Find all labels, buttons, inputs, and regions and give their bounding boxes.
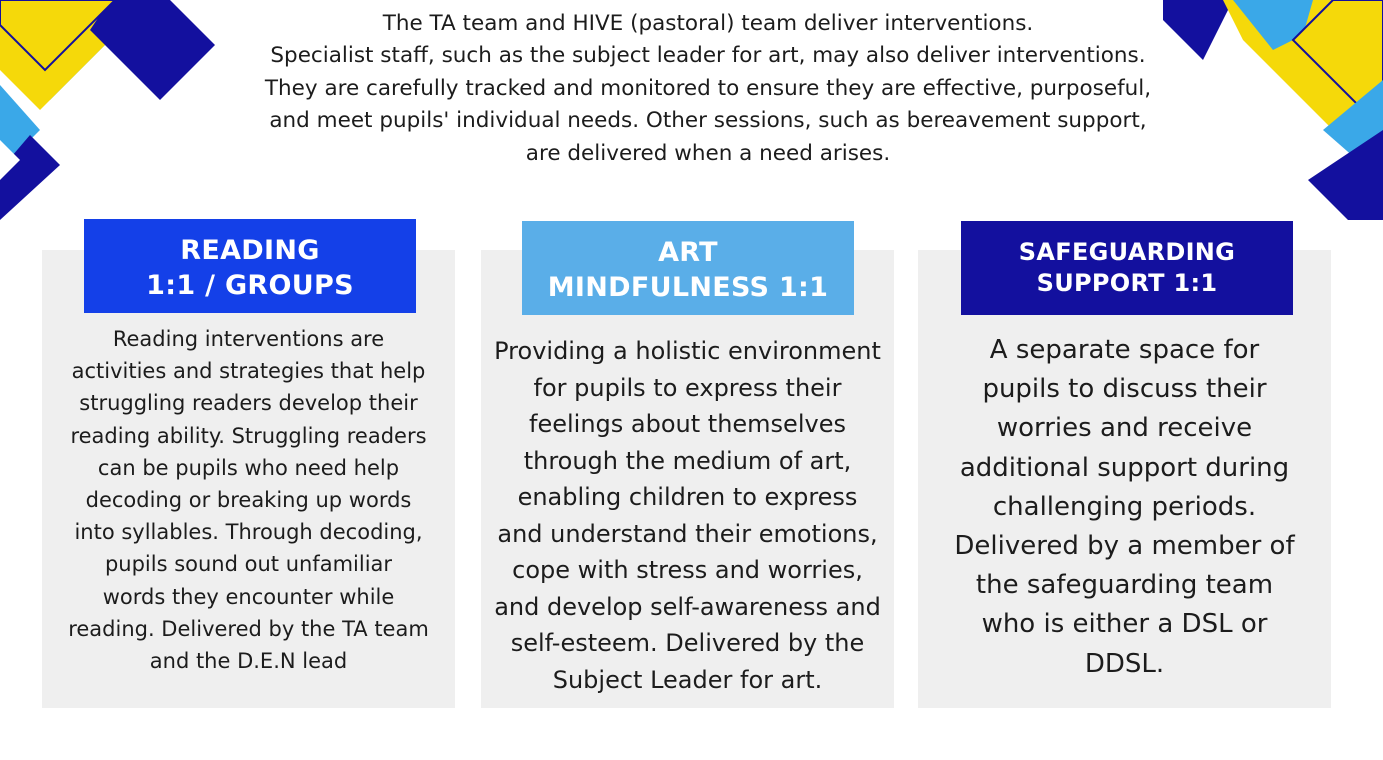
card-body-line: and develop self-awareness and	[494, 592, 881, 621]
card-title-line: 1:1 / GROUPS	[146, 270, 354, 301]
reading-title-badge	[84, 219, 416, 313]
card-body-line: who is either a DSL or	[981, 609, 1268, 640]
card-title-line: MINDFULNESS 1:1	[547, 272, 829, 303]
card-body-line: cope with stress and worries,	[512, 556, 863, 584]
decorative-corner-left	[0, 0, 220, 220]
intro-line: are delivered when a need arises.	[525, 140, 891, 166]
card-body-line: the safeguarding team	[975, 570, 1274, 601]
card-body-line: Delivered by a member of	[954, 531, 1295, 562]
card-body-line: can be pupils who need help	[97, 455, 400, 480]
card-body-line: activities and strategies that help	[71, 359, 426, 384]
card-body-line: Reading interventions are	[112, 327, 385, 351]
card-body-line: decoding or breaking up words	[85, 488, 412, 513]
card-body-line: through the medium of art,	[523, 446, 852, 475]
decorative-corner-right	[1163, 0, 1383, 220]
card-body-line: reading ability. Struggling readers	[70, 423, 427, 448]
card-title-line: SUPPORT 1:1	[1036, 269, 1218, 297]
safeguarding-title-badge	[961, 221, 1293, 315]
art-description	[481, 333, 894, 698]
card-body-line: DDSL.	[1084, 648, 1165, 679]
card-body-line: self-esteem. Delivered by the	[510, 629, 865, 657]
card-title-line: READING	[180, 235, 320, 266]
card-body-line: pupils sound out unfamiliar	[104, 552, 393, 577]
card-body-line: Providing a holistic environment	[494, 337, 881, 365]
reading-description	[42, 323, 455, 677]
card-body-line: A separate space for	[989, 335, 1260, 365]
card-body-line: worries and receive	[996, 413, 1253, 444]
intro-line: The TA team and HIVE (pastoral) team deliver interventions.	[382, 11, 1034, 36]
intro-line: They are carefully tracked and monitored to ensure they are effective, purposeful,	[264, 75, 1152, 101]
card-body-line: into syllables. Through decoding,	[74, 520, 423, 545]
card-body-line: and the D.E.N lead	[149, 649, 348, 674]
card-body-line: additional support during	[959, 452, 1290, 483]
card-body-line: words they encounter while	[102, 584, 395, 609]
card-body-line: reading. Delivered by the TA team	[68, 616, 429, 641]
intro-line: and meet pupils' individual needs. Other sessions, such as bereavement support,	[269, 108, 1147, 134]
intro-paragraph	[230, 8, 1186, 170]
card-body-line: enabling children to express	[517, 483, 858, 511]
card-body-line: feelings about themselves	[529, 410, 846, 438]
card-title-line: ART	[658, 237, 718, 268]
card-title-line: SAFEGUARDING	[1018, 238, 1236, 266]
card-body-line: for pupils to express their	[533, 373, 842, 402]
safeguarding-description	[918, 331, 1331, 684]
card-body-line: Subject Leader for art.	[552, 665, 823, 694]
card-body-line: challenging periods.	[992, 491, 1257, 522]
intro-line: Specialist staff, such as the subject leader for art, may also deliver interventions.	[270, 43, 1146, 69]
card-body-line: pupils to discuss their	[982, 374, 1267, 405]
card-body-line: and understand their emotions,	[497, 519, 878, 548]
card-body-line: struggling readers develop their	[79, 391, 418, 416]
art-title-badge	[522, 221, 854, 315]
